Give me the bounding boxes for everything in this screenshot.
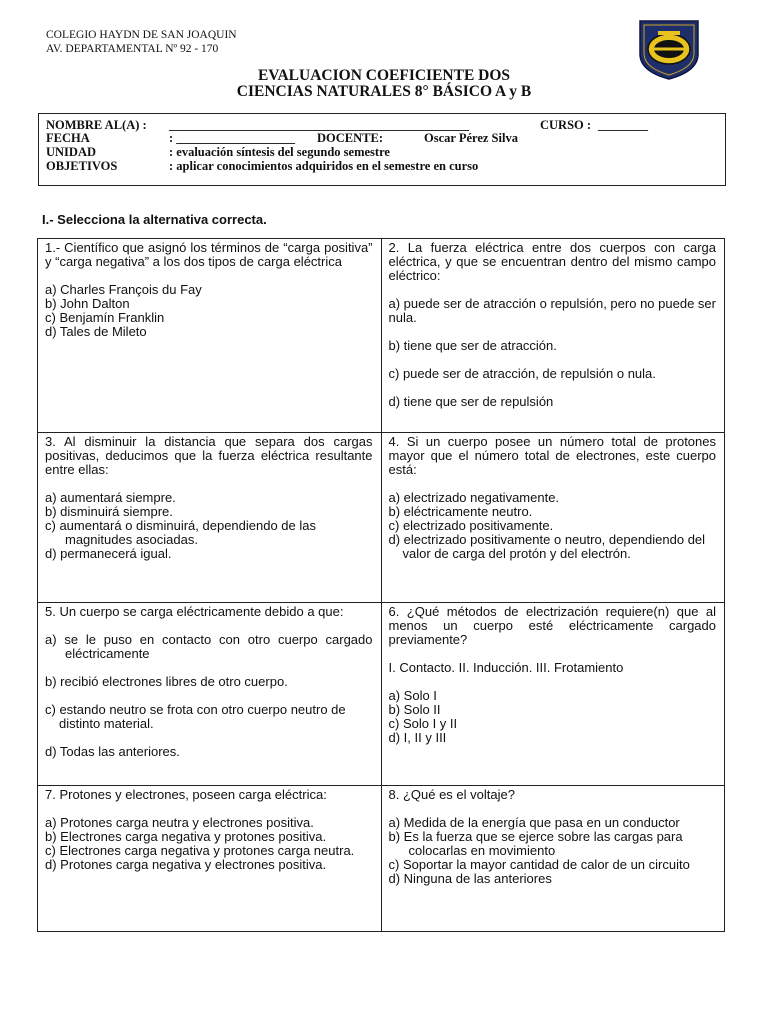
fecha-label: FECHA xyxy=(46,131,90,145)
q1-option-a[interactable]: a) Charles François du Fay xyxy=(45,282,202,297)
question-4-text: 4. Si un cuerpo posee un número total de protones mayor que el número total de electrones, este cuerpo está: xyxy=(388,434,716,477)
q3-option-d[interactable]: d) permanecerá igual. xyxy=(45,546,172,561)
question-1-options xyxy=(45,283,373,339)
question-7 xyxy=(38,786,382,932)
school-name: COLEGIO HAYDN DE SAN JOAQUIN xyxy=(46,29,237,41)
question-3-options xyxy=(45,491,373,561)
docente-label: DOCENTE: xyxy=(317,131,383,145)
question-7-options xyxy=(45,816,373,872)
exam-title: EVALUACION COEFICIENTE DOS xyxy=(257,67,511,84)
q4-option-c[interactable]: c) electrizado positivamente. xyxy=(388,518,554,533)
question-6 xyxy=(381,603,725,786)
questions-row-4 xyxy=(38,786,725,932)
question-2 xyxy=(381,239,725,433)
q1-option-c[interactable]: c) Benjamín Franklin xyxy=(45,310,165,325)
question-1 xyxy=(38,239,382,433)
school-header xyxy=(46,28,237,56)
objetivos-label: OBJETIVOS xyxy=(46,159,118,173)
q2-option-c[interactable]: c) puede ser de atracción, de repulsión o nula. xyxy=(388,366,656,381)
nombre-label: NOMBRE AL(A) : xyxy=(46,118,147,132)
q5-option-b[interactable]: b) recibió electrones libres de otro cuerpo. xyxy=(45,674,288,689)
q1-option-d[interactable]: d) Tales de Mileto xyxy=(45,324,147,339)
curso-field: ________ xyxy=(598,118,648,132)
q8-option-a[interactable]: a) Medida de la energía que pasa en un conductor xyxy=(388,815,680,830)
curso-label: CURSO : xyxy=(540,118,592,132)
exam-subtitle: CIENCIAS NATURALES 8° BÁSICO A y B xyxy=(236,83,532,100)
questions-row-3 xyxy=(38,603,725,786)
unidad-label: UNIDAD xyxy=(46,145,96,159)
q2-option-d[interactable]: d) tiene que ser de repulsión xyxy=(388,394,554,409)
q5-option-a[interactable]: a) se le puso en contacto con otro cuerpo cargado eléctricamente xyxy=(45,632,373,661)
q6-option-a[interactable]: a) Solo I xyxy=(388,688,437,703)
q3-option-a[interactable]: a) aumentará siempre. xyxy=(45,490,176,505)
question-2-text: 2. La fuerza eléctrica entre dos cuerpos con carga eléctrica, y que se encuentran dentro del mismo campo eléctrico: xyxy=(388,240,716,283)
q5-option-d[interactable]: d) Todas las anteriores. xyxy=(45,744,180,759)
q7-option-a[interactable]: a) Protones carga neutra y electrones positiva. xyxy=(45,815,314,830)
q7-option-d[interactable]: d) Protones carga negativa y electrones positiva. xyxy=(45,857,327,872)
question-5-text: 5. Un cuerpo se carga eléctricamente debido a que: xyxy=(45,604,344,619)
question-3-text: 3. Al disminuir la distancia que separa dos cargas positivas, deducimos que la fuerza eléctrica resultante entre ellas: xyxy=(45,434,373,477)
student-info-box xyxy=(38,113,726,186)
unidad-value: : evaluación síntesis del segundo semestre xyxy=(169,145,390,159)
docente-name: Oscar Pérez Silva xyxy=(424,131,518,145)
q3-option-b[interactable]: b) disminuirá siempre. xyxy=(45,504,173,519)
question-8 xyxy=(381,786,725,932)
question-6-options xyxy=(389,689,717,745)
section-title: I.- Selecciona la alternativa correcta. xyxy=(42,212,267,227)
q8-option-d[interactable]: d) Ninguna de las anteriores xyxy=(388,871,552,886)
questions-row-2 xyxy=(38,433,725,603)
question-8-text: 8. ¿Qué es el voltaje? xyxy=(388,787,515,802)
question-6-text: 6. ¿Qué métodos de electrización requiere(n) que al menos un cuerpo esté eléctricamente cargado previamente? xyxy=(388,604,716,647)
nombre-field: ________________________________________________ xyxy=(169,118,469,132)
q2-option-b[interactable]: b) tiene que ser de atracción. xyxy=(388,338,557,353)
q4-option-a[interactable]: a) electrizado negativamente. xyxy=(388,490,560,505)
fecha-field: : ___________________ xyxy=(169,131,296,145)
q3-option-c[interactable]: c) aumentará o disminuirá, dependiendo de las magnitudes asociadas. xyxy=(45,518,317,547)
question-4-options xyxy=(389,491,717,561)
q7-option-c[interactable]: c) Electrones carga negativa y protones carga neutra. xyxy=(45,843,355,858)
q8-option-c[interactable]: c) Soportar la mayor cantidad de calor de un circuito xyxy=(388,857,690,872)
question-8-options xyxy=(389,816,717,886)
q5-option-c[interactable]: c) estando neutro se frota con otro cuerpo neutro de distinto material. xyxy=(45,702,346,731)
q7-option-b[interactable]: b) Electrones carga negativa y protones positiva. xyxy=(45,829,327,844)
school-address: AV. DEPARTAMENTAL Nº 92 - 170 xyxy=(46,43,219,55)
q1-option-b[interactable]: b) John Dalton xyxy=(45,296,130,311)
q8-option-b[interactable]: b) Es la fuerza que se ejerce sobre las cargas para colocarlas en movimiento xyxy=(388,829,683,858)
q2-option-a[interactable]: a) puede ser de atracción o repulsión, pero no puede ser nula. xyxy=(388,296,716,325)
question-7-text: 7. Protones y electrones, poseen carga eléctrica: xyxy=(45,787,327,802)
questions-table xyxy=(37,238,725,932)
q6-option-c[interactable]: c) Solo I y II xyxy=(388,716,458,731)
objetivos-value: : aplicar conocimientos adquiridos en el semestre en curso xyxy=(169,159,479,173)
q6-methods: I. Contacto. II. Inducción. III. Frotamiento xyxy=(388,660,624,675)
question-1-text: 1.- Científico que asignó los términos de “carga positiva” y “carga negativa” a los dos tipos de carga eléctrica xyxy=(45,240,373,269)
q4-option-d[interactable]: d) electrizado positivamente o neutro, dependiendo del valor de carga del protón y del electrón. xyxy=(388,532,706,561)
q4-option-b[interactable]: b) eléctricamente neutro. xyxy=(388,504,533,519)
question-3 xyxy=(38,433,382,603)
questions-row-1 xyxy=(38,239,725,433)
question-4 xyxy=(381,433,725,603)
q6-option-b[interactable]: b) Solo II xyxy=(388,702,441,717)
question-5 xyxy=(38,603,382,786)
q6-option-d[interactable]: d) I, II y III xyxy=(388,730,447,745)
